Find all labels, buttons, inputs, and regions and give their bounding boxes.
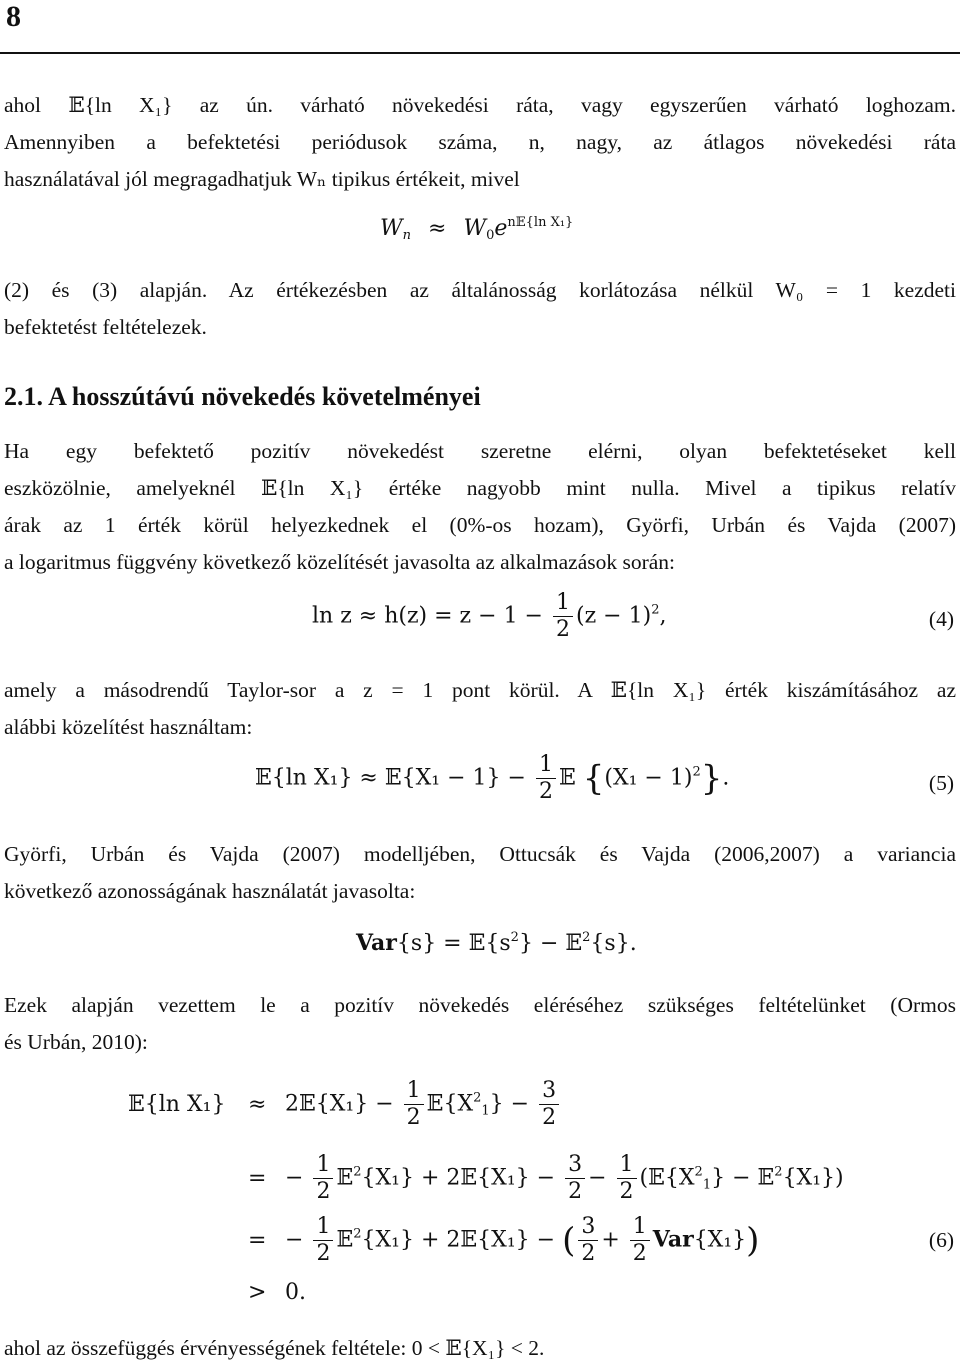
eq4-rest: (z − 1) [576, 603, 652, 629]
eq6-row1-b-tail: } − [489, 1091, 530, 1117]
eq-var-body: {s} = 𝔼{s [396, 931, 511, 956]
eq6-row1-frac [404, 1078, 424, 1131]
eq4-frac-num: 1 [553, 590, 573, 617]
eq6-row1-sup: 2 [473, 1090, 482, 1106]
eq4-tail: , [659, 603, 667, 629]
eq6-row1-lhs: 𝔼{ln X₁} [128, 1092, 226, 1117]
frac-den: 2 [316, 1241, 331, 1266]
eq5-brace-open: { [582, 758, 605, 799]
frac-num: 1 [617, 1152, 637, 1179]
text-line: amely a másodrendű Taylor-sor a z = 1 pont körül. A 𝔼{ln X₁} érték kiszámításához az [4, 678, 956, 702]
eq4-lhs: ln z ≈ h(z) = z − 1 − [312, 603, 543, 629]
frac-num: 3 [578, 1214, 598, 1241]
section-heading: 2.1. A hosszútávú növekedés követelményei [4, 382, 481, 411]
eq6-row3-rel: = [248, 1228, 267, 1253]
header-rule [0, 52, 960, 54]
eq6-row3-paren-close: ) [746, 1220, 760, 1261]
eq6-row4-rel: > [248, 1280, 267, 1305]
frac-num: 3 [565, 1152, 585, 1179]
frac-den: 2 [316, 1179, 331, 1204]
frac-num: 1 [404, 1078, 424, 1105]
eq6-row2-b: 𝔼 [336, 1165, 354, 1191]
eq6-row1-rhs [285, 1078, 562, 1131]
eq-var-mid: } − 𝔼 [518, 931, 583, 956]
eq6-row2-frac2 [565, 1152, 585, 1205]
eq-wn-exp: n𝔼{ln X₁} [507, 215, 574, 230]
eq6-row3-paren-open: ( [562, 1220, 576, 1261]
eq-wn-rhs-sub: 0 [486, 228, 495, 243]
eq6-row2-frac3 [617, 1152, 637, 1205]
frac-num: 1 [630, 1214, 650, 1241]
paragraph-growth-rate [4, 87, 956, 198]
text-line: ahol az összefüggés érvényességének feltétele: 0 < 𝔼{X₁} < 2. [4, 1336, 545, 1360]
eq6-row3-frac [313, 1214, 333, 1267]
equation-number-4: (4) [928, 607, 954, 631]
eq-wn-lhs-sub: n [402, 228, 411, 243]
text-line: eszközölnie, amelyeknél 𝔼{ln X₁} értéke nagyobb mint nulla. Mivel a tipikus relatív [4, 476, 956, 500]
eq6-row3-rhs [285, 1214, 759, 1267]
text-line: Amennyiben a befektetési periódusok száma, n, nagy, az átlagos növekedési ráta [4, 130, 956, 154]
eq5-fraction [536, 752, 556, 805]
eq5-tail: . [722, 765, 730, 791]
eq-wn-lhs: W [380, 216, 403, 241]
eq6-row2-d: − [588, 1165, 607, 1191]
eq6-row2-e: (𝔼{X [639, 1165, 695, 1191]
eq6-row2-a: − [285, 1165, 304, 1191]
paragraph-condition-intro [4, 987, 956, 1061]
frac-den: 2 [568, 1179, 583, 1204]
eq5-inner-sup: 2 [692, 764, 701, 780]
text-line: Györfi, Urbán és Vajda (2007) modelljében, Ottucsák és Vajda (2006,2007) a variancia [4, 842, 956, 866]
frac-num: 1 [313, 1152, 333, 1179]
eq5-expect: 𝔼 [558, 765, 576, 791]
frac-den: 2 [406, 1105, 421, 1130]
eq6-row2-f: } − 𝔼 [711, 1165, 775, 1191]
paragraph-validity-condition [4, 1330, 956, 1367]
eq5-inner: (X₁ − 1) [604, 765, 693, 791]
eq-wn-rel: ≈ [428, 216, 447, 241]
eq-var-sup1: 2 [510, 930, 519, 945]
eq6-row1-sub: 1 [481, 1103, 490, 1119]
eq6-row1-frac2 [539, 1078, 559, 1131]
eq-var-sup2: 2 [582, 930, 591, 945]
eq-wn-rhs: W [463, 216, 487, 241]
eq6-row2-frac [313, 1152, 333, 1205]
equation-number-6: (6) [928, 1228, 954, 1252]
eq6-row3-a: − [285, 1227, 304, 1253]
eq6-row1-rel: ≈ [248, 1092, 267, 1117]
equation-variance [356, 930, 637, 956]
eq6-row2-g: {X₁}) [782, 1165, 844, 1191]
eq4-rest-sup: 2 [651, 602, 660, 618]
eq6-row4-val: 0. [285, 1280, 306, 1305]
eq6-row2-sup3: 2 [774, 1164, 783, 1180]
text-line: következő azonosságának használatát javasolta: [4, 879, 416, 903]
eq6-row3-var: Var [652, 1226, 694, 1253]
eq6-row3-frac2 [578, 1214, 598, 1267]
eq6-row2-sub: 1 [702, 1177, 712, 1193]
eq6-row3-frac3 [630, 1214, 650, 1267]
eq6-row1-b: 𝔼{X [426, 1091, 474, 1117]
eq6-row2-sup2: 2 [694, 1164, 703, 1180]
equation-4 [312, 590, 666, 643]
eq-var-label: Var [356, 930, 397, 956]
text-line: árak az 1 érték körül helyezkednek el (0%-os hozam), Györfi, Urbán és Vajda (2007) [4, 513, 956, 537]
eq5-lhs: 𝔼{ln X₁} ≈ 𝔼{X₁ − 1} − [255, 765, 526, 791]
frac-num: 3 [539, 1078, 559, 1105]
eq6-row3-b: 𝔼 [336, 1227, 354, 1253]
eq4-fraction [553, 590, 573, 643]
text-line: használatával jól megragadhatjuk Wₙ tipikus értékeit, mivel [4, 167, 520, 191]
equation-number-5: (5) [928, 771, 954, 795]
eq6-row2-rhs [285, 1152, 844, 1205]
eq5-frac-den: 2 [538, 779, 553, 804]
text-line: ahol 𝔼{ln X₁} az ún. várható növekedési ráta, vagy egyszerűen várható loghozam. [4, 93, 956, 117]
frac-num: 1 [313, 1214, 333, 1241]
text-line: és Urbán, 2010): [4, 1030, 148, 1054]
equation-5 [255, 752, 729, 805]
eq6-row3-d: + [601, 1227, 620, 1253]
eq5-frac-num: 1 [536, 752, 556, 779]
text-line: Ezek alapján vezettem le a pozitív növekedés eléréséhez szükséges feltételünket (Ormos [4, 993, 956, 1017]
frac-den: 2 [581, 1241, 596, 1266]
paragraph-initial-investment [4, 272, 956, 346]
frac-den: 2 [542, 1105, 557, 1130]
text-line: befektetést feltételezek. [4, 315, 207, 339]
eq4-frac-den: 2 [556, 617, 570, 642]
text-line: Ha egy befektető pozitív növekedést szeretne elérni, olyan befektetéseket kell [4, 439, 956, 463]
equation-wn [380, 215, 573, 243]
eq6-row1-a: 2𝔼{X₁} − [285, 1091, 394, 1117]
eq6-row3-c: {X₁} + 2𝔼{X₁} − [361, 1227, 556, 1253]
text-line: alábbi közelítést használtam: [4, 715, 253, 739]
page-number: 8 [6, 0, 21, 33]
frac-den: 2 [619, 1179, 634, 1204]
eq6-row3-e: {X₁} [693, 1227, 747, 1253]
text-line: a logaritmus függvény következő közelítését javasolta az alkalmazások során: [4, 550, 676, 574]
eq5-brace-close: } [700, 758, 723, 799]
eq6-row2-rel: = [248, 1166, 267, 1191]
eq6-row2-c: {X₁} + 2𝔼{X₁} − [361, 1165, 556, 1191]
eq6-row2-sup: 2 [353, 1164, 362, 1180]
eq-var-end: {s}. [590, 931, 637, 956]
eq6-row3-sup: 2 [353, 1226, 362, 1242]
eq-wn-base: e [494, 216, 508, 241]
paragraph-positive-growth [4, 433, 956, 581]
text-line: (2) és (3) alapján. Az értékezésben az általánosság korlátozása nélkül W₀ = 1 kezdeti [4, 278, 956, 302]
frac-den: 2 [632, 1241, 647, 1266]
paragraph-variance [4, 836, 956, 910]
paragraph-taylor [4, 672, 956, 746]
